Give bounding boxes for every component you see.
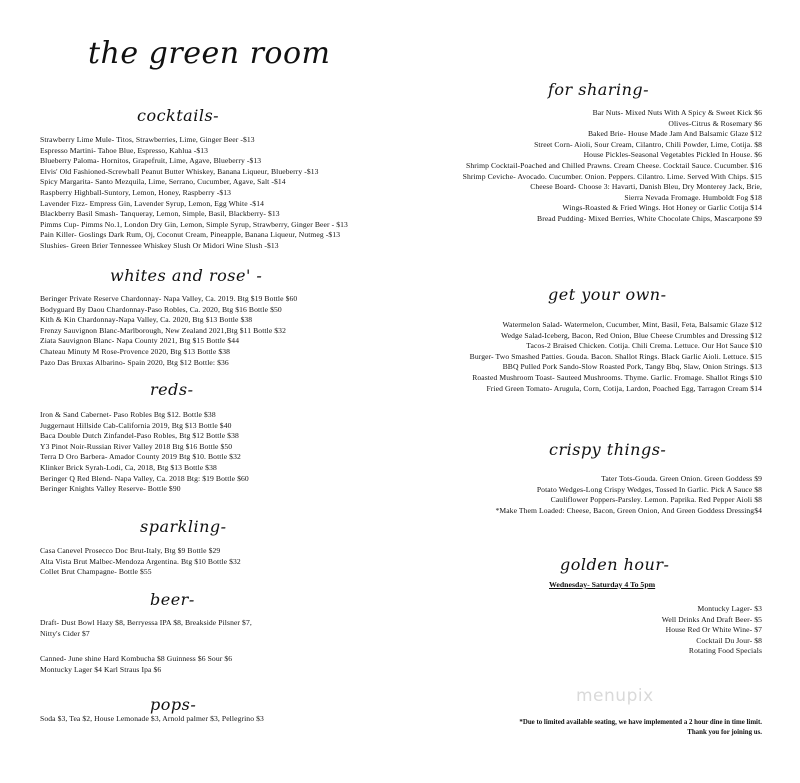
list-item: Tater Tots-Gouda. Green Onion. Green Goddess $9 bbox=[601, 474, 762, 483]
list-item: Cocktail Du Jour- $8 bbox=[696, 635, 762, 645]
list-item: Montucky Lager $4 Karl Straus Ipa $6 bbox=[40, 664, 162, 674]
get-your-own-list bbox=[470, 320, 762, 394]
list-item: Casa Canevel Prosecco Doc Brut-Italy, Btg $9 Bottle $29 bbox=[40, 546, 221, 555]
list-item: Frenzy Sauvignon Blanc-Marlborough, New Zealand 2021,Btg $11 Bottle $32 bbox=[40, 325, 286, 335]
list-item: Elvis' Old Fashioned-Screwball Peanut Butter Whiskey, Banana Liqueur, Blueberry -$13 bbox=[40, 166, 319, 176]
list-item: Klinker Brick Syrah-Lodi, Ca, 2018, Btg $13 Bottle $38 bbox=[40, 462, 217, 472]
list-item: Cheese Board- Choose 3: Havarti, Danish Bleu, Dry Monterey Jack, Brie, bbox=[530, 182, 762, 192]
golden-hour-list bbox=[662, 604, 762, 657]
list-item: Collet Brut Champagne- Bottle $55 bbox=[40, 567, 152, 577]
list-item: Ziata Sauvignon Blanc- Napa County 2021, Btg $15 Bottle $44 bbox=[40, 336, 240, 346]
list-item: Roasted Mushroom Toast- Sauteed Mushrooms. Thyme. Garlic. Fromage. Shallot Rings $10 bbox=[472, 372, 762, 382]
list-item: Baca Double Dutch Zinfandel-Paso Robles, Btg $12 Bottle $38 bbox=[40, 431, 239, 441]
list-item: Chateau Minuty M Rose-Provence 2020, Btg $13 Bottle $38 bbox=[40, 346, 231, 356]
list-item: Pain Killer- Goslings Dark Rum, Oj, Coconut Cream, Pineapple, Banana Liqueur, Nutmeg -$13 bbox=[40, 230, 341, 240]
list-item: Sierra Nevada Fromage. Humboldt Fog $18 bbox=[624, 192, 762, 202]
list-item: Pazo Das Bruxas Albarino- Spain 2020, Btg $12 Bottle: $36 bbox=[40, 357, 229, 367]
list-item: Bar Nuts- Mixed Nuts With A Spicy & Sweet Kick $6 bbox=[592, 108, 762, 117]
list-item: Bodyguard By Daou Chardonnay-Paso Robles, Ca. 2020, Btg $16 Bottle $50 bbox=[40, 304, 282, 314]
whites-heading: whites and rose' - bbox=[110, 266, 263, 285]
list-item: Terra D Oro Barbera- Amador County 2019 Btg $10. Bottle $32 bbox=[40, 452, 241, 462]
list-item: Soda $3, Tea $2, House Lemonade $3, Arnold palmer $3, Pellegrino $3 bbox=[40, 714, 264, 723]
list-item: Espresso Martini- Tahoe Blue, Espresso, Kahlua -$13 bbox=[40, 145, 209, 155]
list-item: Blackberry Basil Smash- Tanqueray, Lemon, Simple, Basil, Blackberry- $13 bbox=[40, 209, 280, 219]
cocktails-heading: cocktails- bbox=[137, 106, 220, 125]
list-item: Tacos-2 Braised Chicken. Cotija. Chili Crema. Lettuce. Our Hot Sauce $10 bbox=[526, 341, 762, 351]
golden-hour-times: Wednesday- Saturday 4 To 5pm bbox=[549, 580, 656, 589]
list-item: Draft- Dust Bowl Hazy $8, Berryessa IPA $8, Breakside Pilsner $7, bbox=[40, 618, 252, 627]
list-spacer bbox=[40, 639, 252, 654]
sharing-list bbox=[463, 108, 762, 225]
list-item: Canned- June shine Hard Kombucha $8 Guinness $6 Sour $6 bbox=[40, 654, 233, 664]
beer-list bbox=[40, 618, 252, 675]
list-item: Nitty's Cider $7 bbox=[40, 628, 90, 638]
list-item: *Make Them Loaded: Cheese, Bacon, Green Onion, And Green Goddess Dressing$4 bbox=[495, 505, 762, 515]
beer-heading: beer- bbox=[150, 590, 195, 609]
list-item: House Pickles-Seasonal Vegetables Pickled In House. $6 bbox=[583, 150, 762, 160]
list-item: Burger- Two Smashed Patties. Gouda. Bacon. Shallot Rings. Black Garlic Aioli. Lettuce. $15 bbox=[469, 351, 762, 361]
list-item: Wings-Roasted & Fried Wings. Hot Honey or Garlic Cotija $14 bbox=[562, 203, 762, 213]
crispy-things-heading: crispy things- bbox=[549, 440, 667, 459]
list-item: Kith & Kin Chardonnay-Napa Valley, Ca. 2020, Btg $13 Bottle $38 bbox=[40, 315, 253, 325]
list-item: Beringer Private Reserve Chardonnay- Napa Valley, Ca. 2019. Btg $19 Bottle $60 bbox=[40, 294, 298, 303]
list-item: Pimms Cup- Pimms No.1, London Dry Gin, Lemon, Simple Syrup, Strawberry, Ginger Beer - $13 bbox=[40, 219, 348, 229]
list-item: Watermelon Salad- Watermelon, Cucumber, Mint, Basil, Feta, Balsamic Glaze $12 bbox=[502, 320, 762, 329]
reds-heading: reds- bbox=[150, 380, 194, 399]
restaurant-title: the green room bbox=[88, 36, 331, 71]
list-item: Cauliflower Poppers-Parsley. Lemon. Paprika. Red Pepper Aioli $8 bbox=[550, 495, 762, 505]
menupix-watermark: menupix bbox=[576, 686, 654, 706]
list-item: Slushies- Green Brier Tennessee Whiskey Slush Or Midori Wine Slush -$13 bbox=[40, 240, 279, 250]
sharing-heading: for sharing- bbox=[548, 80, 650, 99]
reds-list bbox=[40, 410, 249, 495]
crispy-things-list bbox=[495, 474, 762, 516]
list-item: Street Corn- Aioli, Sour Cream, Cilantro, Chili Powder, Lime, Cotija. $8 bbox=[534, 139, 762, 149]
footer-thanks: Thank you for joining us. bbox=[687, 729, 762, 736]
list-item: Iron & Sand Cabernet- Paso Robles Btg $12. Bottle $38 bbox=[40, 410, 216, 419]
list-item: Shrimp Cocktail-Poached and Chilled Prawns. Cream Cheese. Cocktail Sauce. Cucumber. $16 bbox=[466, 160, 762, 170]
list-item: BBQ Pulled Pork Sando-Slow Roasted Pork, Tangy Bbq, Slaw, Onion Strings. $13 bbox=[502, 362, 762, 372]
list-item: Well Drinks And Draft Beer- $5 bbox=[661, 614, 762, 624]
golden-hour-heading: golden hour- bbox=[560, 555, 670, 574]
cocktails-list bbox=[40, 135, 348, 252]
list-item: Baked Brie- House Made Jam And Balsamic Glaze $12 bbox=[587, 129, 762, 139]
list-item: Bread Pudding- Mixed Berries, White Chocolate Chips, Mascarpone $9 bbox=[537, 213, 762, 223]
list-item: Potato Wedges-Long Crispy Wedges, Tossed In Garlic. Pick A Sauce $8 bbox=[536, 484, 762, 494]
pops-heading: pops- bbox=[150, 695, 197, 714]
list-item: Juggernaut Hillside Cab-California 2019, Btg $13 Bottle $40 bbox=[40, 420, 232, 430]
list-item: Lavender Fizz- Empress Gin, Lavender Syrup, Lemon, Egg White -$14 bbox=[40, 198, 264, 208]
list-item: Raspberry Highball-Suntory, Lemon, Honey, Raspberry -$13 bbox=[40, 187, 232, 197]
list-item: Wedge Salad-Iceberg, Bacon, Red Onion, Blue Cheese Crumbles and Dressing $12 bbox=[501, 330, 762, 340]
whites-list bbox=[40, 294, 297, 368]
list-item: Montucky Lager- $3 bbox=[697, 604, 762, 613]
list-item: Strawberry Lime Mule- Titos, Strawberries, Lime, Ginger Beer -$13 bbox=[40, 135, 255, 144]
list-item: Shrimp Ceviche- Avocado. Cucumber. Onion. Peppers. Cilantro. Lime. Served With Chips. $15 bbox=[462, 171, 762, 181]
list-item: Olives-Citrus & Rosemary $6 bbox=[668, 118, 762, 128]
list-item: Alta Vista Brut Malbec-Mendoza Argentina. Btg $10 Bottle $32 bbox=[40, 556, 241, 566]
list-item: Beringer Q Red Blend- Napa Valley, Ca. 2018 Btg: $19 Bottle $60 bbox=[40, 473, 249, 483]
pops-list bbox=[40, 714, 264, 725]
get-your-own-heading: get your own- bbox=[548, 285, 667, 304]
list-item: Blueberry Paloma- Hornitos, Grapefruit, Lime, Agave, Blueberry -$13 bbox=[40, 156, 262, 166]
sparkling-list bbox=[40, 546, 241, 578]
list-item: House Red Or White Wine- $7 bbox=[665, 625, 762, 635]
footer-note bbox=[519, 718, 762, 738]
list-item: Beringer Knights Valley Reserve- Bottle $90 bbox=[40, 484, 181, 494]
list-item: Rotating Food Specials bbox=[688, 646, 762, 656]
list-item: Y3 Pinot Noir-Russian River Valley 2018 Btg $16 Bottle $50 bbox=[40, 441, 233, 451]
footer-time-limit: *Due to limited available seating, we have implemented a 2 hour dine in time limit. bbox=[519, 719, 762, 726]
sparkling-heading: sparkling- bbox=[140, 517, 227, 536]
list-item: Fried Green Tomato- Arugula, Corn, Cotija, Lardon, Poached Egg, Tarragon Cream $14 bbox=[486, 383, 762, 393]
list-item: Spicy Margarita- Santo Mezquila, Lime, Serrano, Cucumber, Agave, Salt -$14 bbox=[40, 177, 286, 187]
